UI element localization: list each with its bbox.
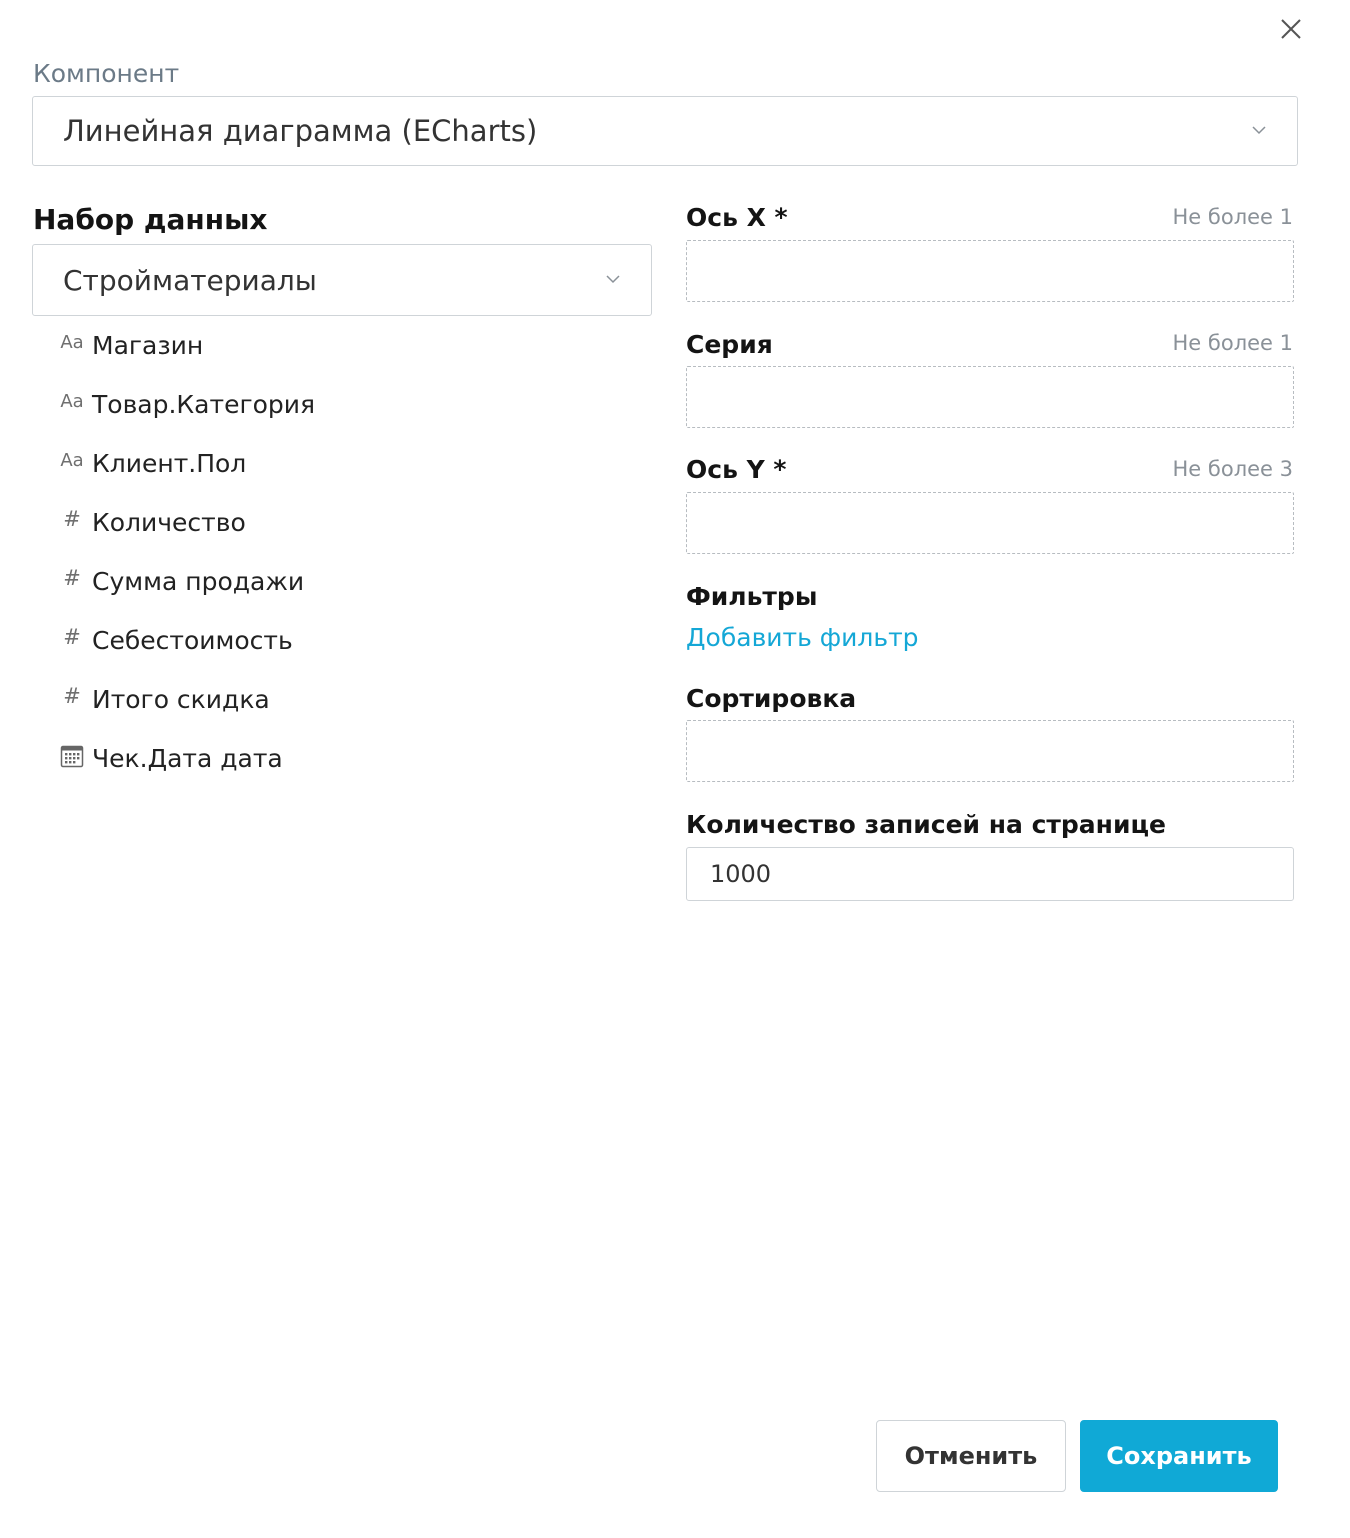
- x-axis-label: Ось X *: [686, 203, 788, 232]
- field-label: Сумма продажи: [92, 567, 305, 596]
- records-per-page-label: Количество записей на странице: [686, 810, 1166, 839]
- component-select-value: Линейная диаграмма (ECharts): [63, 114, 538, 148]
- field-label: Итого скидка: [92, 685, 270, 714]
- add-filter-link[interactable]: Добавить фильтр: [686, 623, 919, 652]
- calendar-icon: [58, 742, 86, 770]
- field-label: Товар.Категория: [92, 390, 316, 419]
- field-item-product-category[interactable]: [58, 375, 648, 434]
- field-item-cost[interactable]: [58, 611, 648, 670]
- number-type-icon: #: [63, 565, 81, 590]
- save-button[interactable]: Сохранить: [1080, 1420, 1278, 1492]
- component-label: Компонент: [33, 59, 180, 88]
- dataset-select[interactable]: [32, 244, 652, 316]
- component-select[interactable]: [32, 96, 1298, 166]
- records-per-page-input[interactable]: [686, 847, 1294, 901]
- sorting-label: Сортировка: [686, 684, 857, 713]
- field-item-total-discount[interactable]: [58, 670, 648, 729]
- text-type-icon: Aa: [60, 332, 84, 353]
- chevron-down-icon: [605, 274, 621, 284]
- field-label: Количество: [92, 508, 246, 537]
- field-item-client-gender[interactable]: [58, 434, 648, 493]
- series-label: Серия: [686, 330, 773, 359]
- y-axis-drop-zone[interactable]: [686, 492, 1294, 554]
- series-limit: Не более 1: [1172, 331, 1293, 355]
- chevron-down-icon: [1251, 125, 1267, 135]
- dataset-field-list: [58, 316, 648, 788]
- y-axis-label: Ось Y *: [686, 455, 787, 484]
- number-type-icon: #: [63, 506, 81, 531]
- field-label: Магазин: [92, 331, 204, 360]
- dataset-title: Набор данных: [33, 203, 268, 236]
- series-drop-zone[interactable]: [686, 366, 1294, 428]
- text-type-icon: Aa: [60, 450, 84, 471]
- x-axis-limit: Не более 1: [1172, 205, 1293, 229]
- field-item-receipt-date[interactable]: [58, 729, 648, 788]
- sorting-drop-zone[interactable]: [686, 720, 1294, 782]
- field-item-quantity[interactable]: [58, 493, 648, 552]
- close-icon: [1280, 18, 1302, 40]
- x-axis-drop-zone[interactable]: [686, 240, 1294, 302]
- y-axis-limit: Не более 3: [1172, 457, 1293, 481]
- field-item-store[interactable]: [58, 316, 648, 375]
- field-label: Себестоимость: [92, 626, 293, 655]
- dataset-select-value: Стройматериалы: [63, 263, 317, 297]
- field-label: Клиент.Пол: [92, 449, 247, 478]
- close-button[interactable]: [1274, 12, 1308, 46]
- filters-label: Фильтры: [686, 582, 818, 611]
- text-type-icon: Aa: [60, 391, 84, 412]
- field-label: Чек.Дата дата: [92, 744, 283, 773]
- cancel-button[interactable]: Отменить: [876, 1420, 1066, 1492]
- field-item-sale-amount[interactable]: [58, 552, 648, 611]
- number-type-icon: #: [63, 683, 81, 708]
- number-type-icon: #: [63, 624, 81, 649]
